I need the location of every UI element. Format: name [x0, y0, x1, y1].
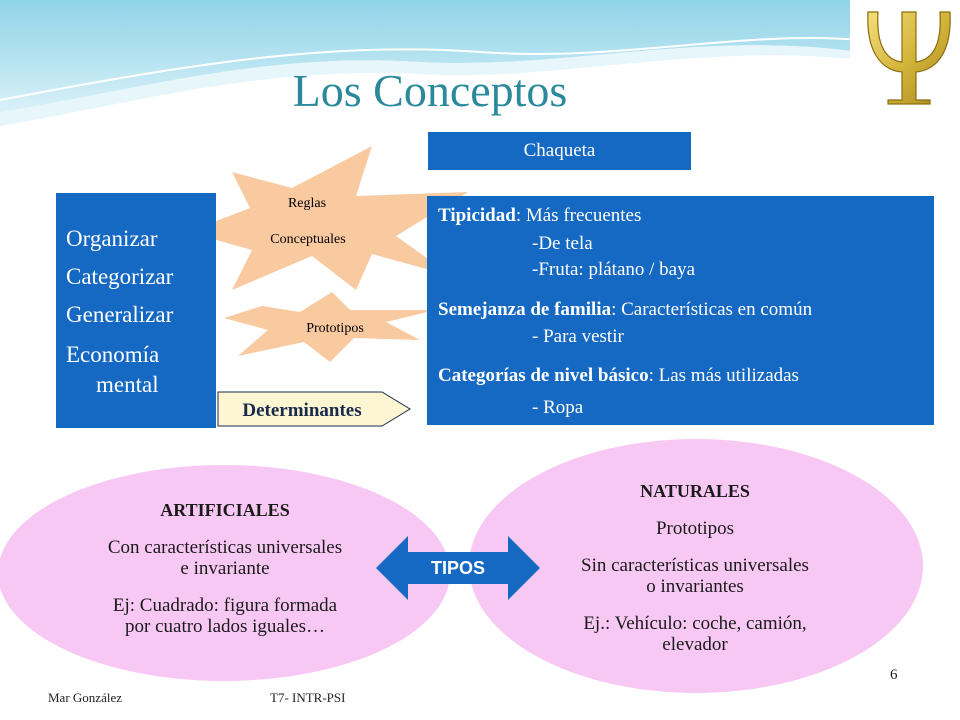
- rules-label-2: Conceptuales: [270, 232, 346, 247]
- page-title: Los Conceptos: [292, 65, 568, 116]
- footer-course: T7- INTR-PSI: [270, 690, 346, 705]
- left-item-economia: Economía: [66, 342, 160, 367]
- footer-author: Mar González: [48, 690, 122, 705]
- natural-line-3: o invariantes: [646, 576, 744, 597]
- left-functions-box: [56, 193, 216, 428]
- page-number: 6: [890, 667, 898, 683]
- artificial-line-4: por cuatro lados iguales…: [125, 616, 325, 637]
- typicality-example-2: -Fruta: plátano / baya: [532, 259, 696, 280]
- family-line: Semejanza de familia: Características en común: [438, 299, 813, 320]
- family-example: - Para vestir: [532, 326, 624, 347]
- artificial-line-2: e invariante: [180, 558, 270, 579]
- artificial-line-3: Ej: Cuadrado: figura formada: [112, 595, 338, 616]
- left-item-organizar: Organizar: [66, 226, 158, 251]
- left-item-mental: mental: [96, 372, 159, 397]
- natural-heading: NATURALES: [640, 481, 750, 501]
- natural-line-5: elevador: [662, 634, 728, 655]
- artificial-text: [40, 500, 410, 637]
- left-item-categorizar: Categorizar: [66, 264, 174, 289]
- typicality-line: Tipicidad: Más frecuentes: [438, 205, 642, 226]
- rules-burst: [188, 146, 468, 290]
- natural-line-1: Prototipos: [655, 518, 735, 539]
- rules-label-1: Reglas: [287, 196, 327, 211]
- basic-level-line: Categorías de nivel básico: Las más utilizadas: [438, 365, 799, 386]
- basic-level-example: - Ropa: [532, 397, 584, 418]
- natural-line-4: Ej.: Vehículo: coche, camión,: [583, 613, 807, 634]
- typicality-example-1: -De tela: [532, 233, 593, 254]
- types-label: TIPOS: [430, 557, 485, 578]
- psi-logo-icon: [850, 0, 960, 108]
- chaqueta-box: Chaqueta: [428, 132, 691, 170]
- determinants-label: Determinantes: [242, 400, 362, 421]
- artificial-line-1: Con características universales: [107, 537, 343, 558]
- right-determinants-box: [427, 196, 934, 425]
- natural-text: [520, 481, 870, 655]
- artificial-heading: ARTIFICIALES: [160, 500, 290, 520]
- prototypes-label: Prototipos: [306, 321, 364, 336]
- natural-line-2: Sin características universales: [581, 555, 809, 576]
- left-item-generalizar: Generalizar: [66, 302, 174, 327]
